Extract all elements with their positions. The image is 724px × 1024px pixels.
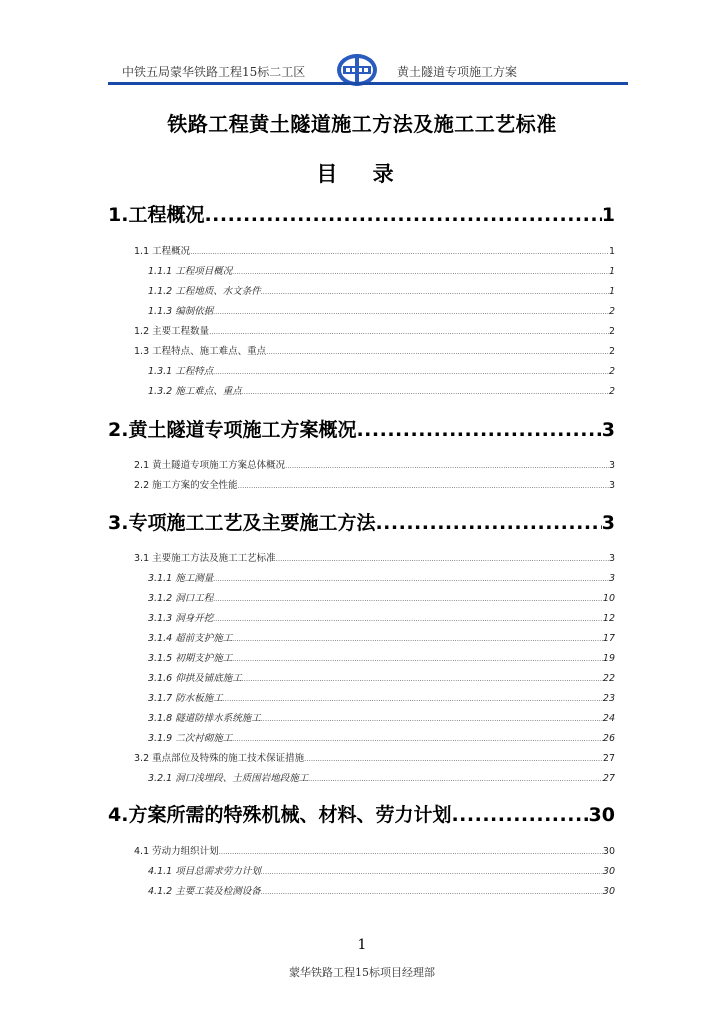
toc-entry-title: 4.1.1 项目总需求劳力计划: [148, 866, 261, 877]
toc-entry[interactable]: [148, 885, 615, 899]
toc-entry-title: 1.1 工程概况: [134, 246, 191, 257]
toc-entry[interactable]: [108, 802, 615, 828]
toc-entry-page: 2: [608, 326, 615, 337]
toc-entry-page: 17: [602, 633, 615, 644]
toc-entry-page: 2: [608, 306, 615, 317]
toc-entry[interactable]: [134, 459, 615, 473]
toc-entry[interactable]: [134, 245, 615, 259]
toc-entry-title: 1.3.1 工程特点: [148, 366, 214, 377]
toc-entry-page: 19: [602, 653, 615, 664]
toc-entry[interactable]: [148, 652, 615, 666]
toc-entry-page: 3: [601, 512, 615, 534]
toc-entry[interactable]: [148, 692, 615, 706]
toc-leader: [308, 772, 603, 786]
header-right-text: 黄土隧道专项施工方案: [397, 65, 518, 79]
toc-entry-title: 1.3.2 施工难点、重点: [148, 386, 242, 397]
toc-entry-page: 3: [601, 419, 615, 441]
toc-leader: [213, 572, 609, 586]
footer-text: 蒙华铁路工程15标项目经理部: [289, 966, 435, 979]
toc-entry-title: 3.1.4 超前支护施工: [148, 633, 233, 644]
toc-entry-title: 2.2 施工方案的安全性能: [134, 480, 238, 491]
toc-entry-title: 3.1.2 洞口工程: [148, 593, 214, 604]
page-header: [108, 52, 628, 92]
toc-leader: [209, 325, 609, 339]
toc-leader: [356, 417, 601, 443]
toc-entry-page: 3: [608, 460, 615, 471]
toc-leader: [204, 202, 601, 228]
toc-leader: [213, 365, 609, 379]
toc-leader: [219, 845, 603, 859]
toc-leader: [261, 285, 609, 299]
toc-entry[interactable]: [148, 732, 615, 746]
toc-entry-title: 3.1.5 初期支护施工: [148, 653, 233, 664]
toc-entry-title: 3.1.7 防水板施工: [148, 693, 223, 704]
toc-leader: [232, 652, 603, 666]
toc-entry-title: 1.1.3 编制依据: [148, 306, 214, 317]
toc-leader: [242, 672, 603, 686]
toc-heading: 目 录: [316, 162, 408, 186]
toc-entry-title: 4.方案所需的特殊机械、材料、劳力计划: [108, 804, 452, 826]
toc-entry-title: 3.专项施工工艺及主要施工方法: [108, 512, 376, 534]
toc-entry[interactable]: [108, 510, 615, 536]
toc-entry[interactable]: [108, 417, 615, 443]
toc-entry[interactable]: [134, 325, 615, 339]
toc-leader: [261, 885, 603, 899]
toc-leader: [238, 479, 609, 493]
toc-entry[interactable]: [134, 345, 615, 359]
toc-leader: [261, 712, 603, 726]
toc-entry-title: 2.1 黄土隧道专项施工方案总体概况: [134, 460, 286, 471]
toc-leader: [213, 612, 603, 626]
toc-entry-page: 27: [602, 753, 615, 764]
toc-leader: [304, 752, 603, 766]
toc-entry-title: 3.1.3 洞身开挖: [148, 613, 214, 624]
toc-entry[interactable]: [148, 772, 615, 786]
toc-entry[interactable]: [148, 385, 615, 399]
toc-entry[interactable]: [148, 592, 615, 606]
toc-entry-title: 1.1.2 工程地质、水文条件: [148, 286, 261, 297]
toc-entry-page: 27: [602, 773, 615, 784]
toc-entry-title: 1.2 主要工程数量: [134, 326, 210, 337]
toc-entry-title: 3.2 重点部位及特殊的施工技术保证措施: [134, 753, 305, 764]
toc-entry-page: 1: [608, 246, 615, 257]
toc-entry-title: 1.1.1 工程项目概况: [148, 266, 233, 277]
toc-entry[interactable]: [148, 865, 615, 879]
toc-entry-page: 1: [608, 286, 615, 297]
toc-entry-page: 1: [601, 204, 615, 226]
toc-entry-page: 30: [602, 866, 615, 877]
toc-entry-title: 1.3 工程特点、施工难点、重点: [134, 346, 267, 357]
toc-entry[interactable]: [148, 612, 615, 626]
toc-entry-page: 23: [602, 693, 615, 704]
toc-entry[interactable]: [148, 672, 615, 686]
toc-entry-page: 2: [608, 366, 615, 377]
toc-leader: [375, 510, 601, 536]
toc-entry[interactable]: [148, 712, 615, 726]
toc-entry-title: 1.工程概况: [108, 204, 205, 226]
toc-entry-page: 3: [608, 480, 615, 491]
toc-entry-page: 26: [602, 733, 615, 744]
toc-leader: [285, 459, 609, 473]
toc-entry[interactable]: [134, 752, 615, 766]
toc-leader: [213, 305, 609, 319]
toc-entry-page: 2: [608, 346, 615, 357]
toc-entry-title: 3.1.8 隧道防排水系统施工: [148, 713, 261, 724]
document-title: 铁路工程黄土隧道施工方法及施工工艺标准: [167, 112, 557, 136]
toc-entry[interactable]: [148, 285, 615, 299]
toc-entry[interactable]: [108, 202, 615, 228]
toc-entry-page: 30: [588, 804, 615, 826]
toc-entry-page: 3: [608, 573, 615, 584]
toc-entry-title: 3.1.6 仰拱及铺底施工: [148, 673, 242, 684]
toc-leader: [266, 345, 609, 359]
header-left-text: 中铁五局蒙华铁路工程15标二工区: [122, 65, 306, 79]
page-number: 1: [357, 937, 367, 953]
toc-entry[interactable]: [148, 572, 615, 586]
toc-entry-title: 4.1 劳动力组织计划: [134, 846, 219, 857]
toc-leader: [242, 385, 609, 399]
toc-entry-title: 4.1.2 主要工装及检测设备: [148, 886, 261, 897]
toc-leader: [223, 692, 603, 706]
company-logo-icon: [334, 52, 380, 92]
toc-entry-page: 2: [608, 386, 615, 397]
toc-entry-page: 24: [602, 713, 615, 724]
toc-entry-page: 12: [602, 613, 615, 624]
toc-leader: [261, 865, 603, 879]
toc-entry-title: 2.黄土隧道专项施工方案概况: [108, 419, 357, 441]
toc-entry[interactable]: [148, 265, 615, 279]
toc-leader: [213, 592, 603, 606]
toc-entry[interactable]: [134, 845, 615, 859]
toc-leader: [276, 552, 609, 566]
toc-entry-title: 3.2.1 洞口浅埋段、土质围岩地段施工: [148, 773, 309, 784]
toc-entry-page: 3: [608, 553, 615, 564]
toc-leader: [190, 245, 609, 259]
toc-entry-title: 3.1.9 二次衬砌施工: [148, 733, 233, 744]
toc-entry-page: 30: [602, 846, 615, 857]
toc-leader: [451, 802, 588, 828]
toc-leader: [232, 265, 609, 279]
toc-entry-page: 30: [602, 886, 615, 897]
toc-entry-page: 10: [602, 593, 615, 604]
toc-entry-page: 22: [602, 673, 615, 684]
toc-entry[interactable]: [148, 365, 615, 379]
toc-entry-page: 1: [608, 266, 615, 277]
toc-entry-title: 3.1 主要施工方法及施工工艺标准: [134, 553, 276, 564]
toc-entry[interactable]: [148, 632, 615, 646]
toc-entry[interactable]: [148, 305, 615, 319]
toc-entry-title: 3.1.1 施工测量: [148, 573, 214, 584]
toc-entry[interactable]: [134, 552, 615, 566]
toc-leader: [232, 732, 603, 746]
toc-entry[interactable]: [134, 479, 615, 493]
toc-leader: [232, 632, 603, 646]
header-rule: [108, 82, 628, 85]
